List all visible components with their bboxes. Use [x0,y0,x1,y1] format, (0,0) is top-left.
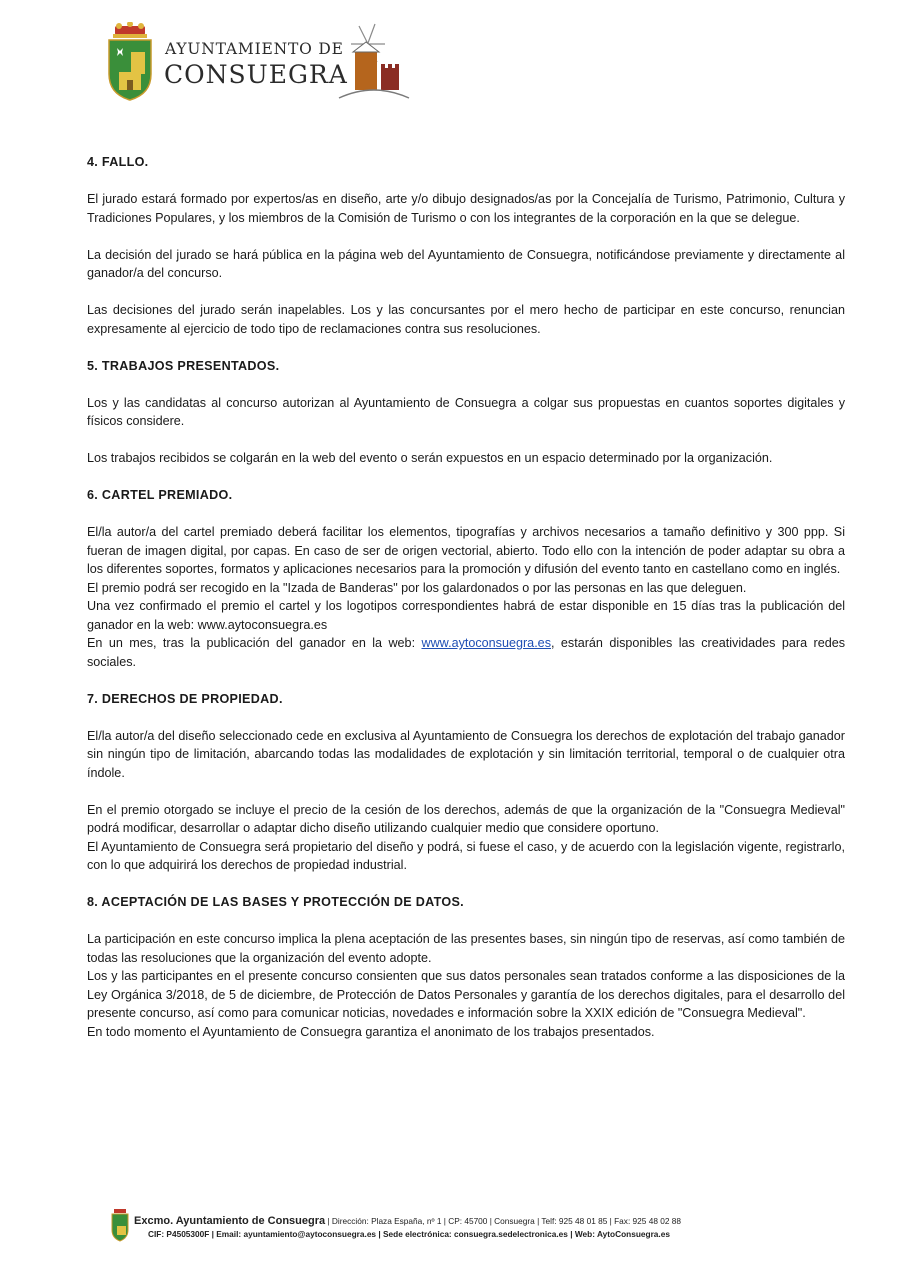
footer [110,1208,760,1244]
section-8-title: 8. ACEPTACIÓN DE LAS BASES Y PROTECCIÓN DE DATOS. [87,895,464,909]
section-4-paragraph-2: La decisión del jurado se hará pública en la página web del Ayuntamiento de Consuegra, notificándose previamente y directamente al ganador/a del concurso. [87,247,845,280]
section-7-paragraph-2: En el premio otorgado se incluye el precio de la cesión de los derechos, además de que la organización de la "Consuegra Medieval" podrá modificar, desarrollar o adaptar dicho diseño utilizando cualquier medio que considere oportuno. [87,802,845,835]
footer-org-name: Excmo. Ayuntamiento de Consuegra [134,1215,326,1227]
section-4-title: 4. FALLO. [87,155,149,169]
section-5-paragraph-1: Los y las candidatas al concurso autorizan al Ayuntamiento de Consuegra a colgar sus propuestas en cuantos soportes digitales y físicos considere. [87,395,845,428]
section-6-paragraph-4 [87,634,845,671]
section-6-text-before-link: En un mes, tras la publicación del ganador en la web: [87,636,422,650]
footer-address: | Dirección: Plaza España, nº 1 | CP: 45700 | Consuegra | Telf: 925 48 01 85 | Fax: 925 48 02 88 [325,1216,682,1226]
footer-line-1 [134,1215,681,1227]
document-body [87,153,845,1041]
section-7-title: 7. DERECHOS DE PROPIEDAD. [87,691,283,706]
coat-of-arms-icon [105,22,155,102]
section-7-paragraph-3: El Ayuntamiento de Consuegra será propietario del diseño y podrá, si fuese el caso, y de acuerdo con la legislación vigente, registrarlo, con lo que adquirirá los derechos de propiedad industrial. [87,839,845,872]
section-5-paragraph-2: Los trabajos recibidos se colgarán en la web del evento o serán expuestos en un espacio determinado por la organización. [87,451,773,465]
brand-title-line1: AYUNTAMIENTO DE [165,40,344,58]
section-8-paragraph-2: Los y las participantes en el presente concurso consienten que sus datos personales sean tratados conforme a las disposiciones de la Ley Orgánica 3/2018, de 5 de diciembre, de Protección de Datos Personales y garantía de los derechos digitales, para el desarrollo del presente concurso, así como para comunicar noticias, novedades e información sobre la XXIX edición de "Consuegra Medieval". [87,969,845,1020]
windmill-castle-icon [337,22,411,104]
section-8-paragraph-1: La participación en este concurso implica la plena aceptación de las presentes bases, sin ningún tipo de reservas, así como también de todas las resoluciones que la organización del evento adopte. [87,932,845,965]
section-6-paragraph-3: Una vez confirmado el premio el cartel y los logotipos correspondientes habrá de estar disponible en 15 días tras la publicación del ganador en la web: www.aytoconsuegra.es [87,599,845,632]
section-7-paragraph-1: El/la autor/a del diseño seleccionado cede en exclusiva al Ayuntamiento de Consuegra los derechos de explotación del trabajo ganador sin ningún tipo de limitación, abarcando todas las modalidades de explotación y sin limitación territorial, temporal o de cualquier otra índole. [87,728,845,780]
header-logo [105,22,415,106]
footer-line-2: CIF: P4505300F | Email: ayuntamiento@aytoconsuegra.es | Sede electrónica: consuegra.sedelectronica.es | Web: AytoConsuegra.es [148,1229,670,1239]
section-5-title: 5. TRABAJOS PRESENTADOS. [87,358,280,373]
section-6-text-after-link: , estarán disponibles las creatividades para redes sociales. [87,636,845,669]
section-6-paragraph-1: El/la autor/a del cartel premiado deberá facilitar los elementos, tipografías y archivos necesarios a tamaño definitivo y 300 ppp. Si fueran de imagen digital, por capas. En caso de ser de origen vectorial, abierto. Todo ello con la intención de poder adaptar su obra a los diferentes soportes, formatos y aplicaciones necesarios para la promoción y difusión del evento tanto en castellano como en inglés. [87,525,845,576]
website-link[interactable]: www.aytoconsuegra.es [421,636,551,650]
section-4-paragraph-1: El jurado estará formado por expertos/as en diseño, arte y/o dibujo designados/as por la Concejalía de Turismo, Patrimonio, Cultura y Tradiciones Populares, y los miembros de la Comisión de Turismo o con los integrantes de la corporación en la que se delegue. [87,192,845,225]
brand-title-line2: CONSUEGRA [164,60,348,89]
section-6-paragraph-2: El premio podrá ser recogido en la "Izada de Banderas" por los galardonados o por las personas en las que deleguen. [87,580,747,595]
section-4-paragraph-3: Las decisiones del jurado serán inapelables. Los y las concursantes por el mero hecho de participar en este concurso, renuncian expresamente al ejercicio de todo tipo de reclamaciones contra sus resoluciones. [87,303,845,336]
footer-crest-icon [110,1208,130,1242]
section-8-paragraph-3: En todo momento el Ayuntamiento de Consuegra garantiza el anonimato de los trabajos presentados. [87,1024,655,1039]
section-6-title: 6. CARTEL PREMIADO. [87,488,233,502]
